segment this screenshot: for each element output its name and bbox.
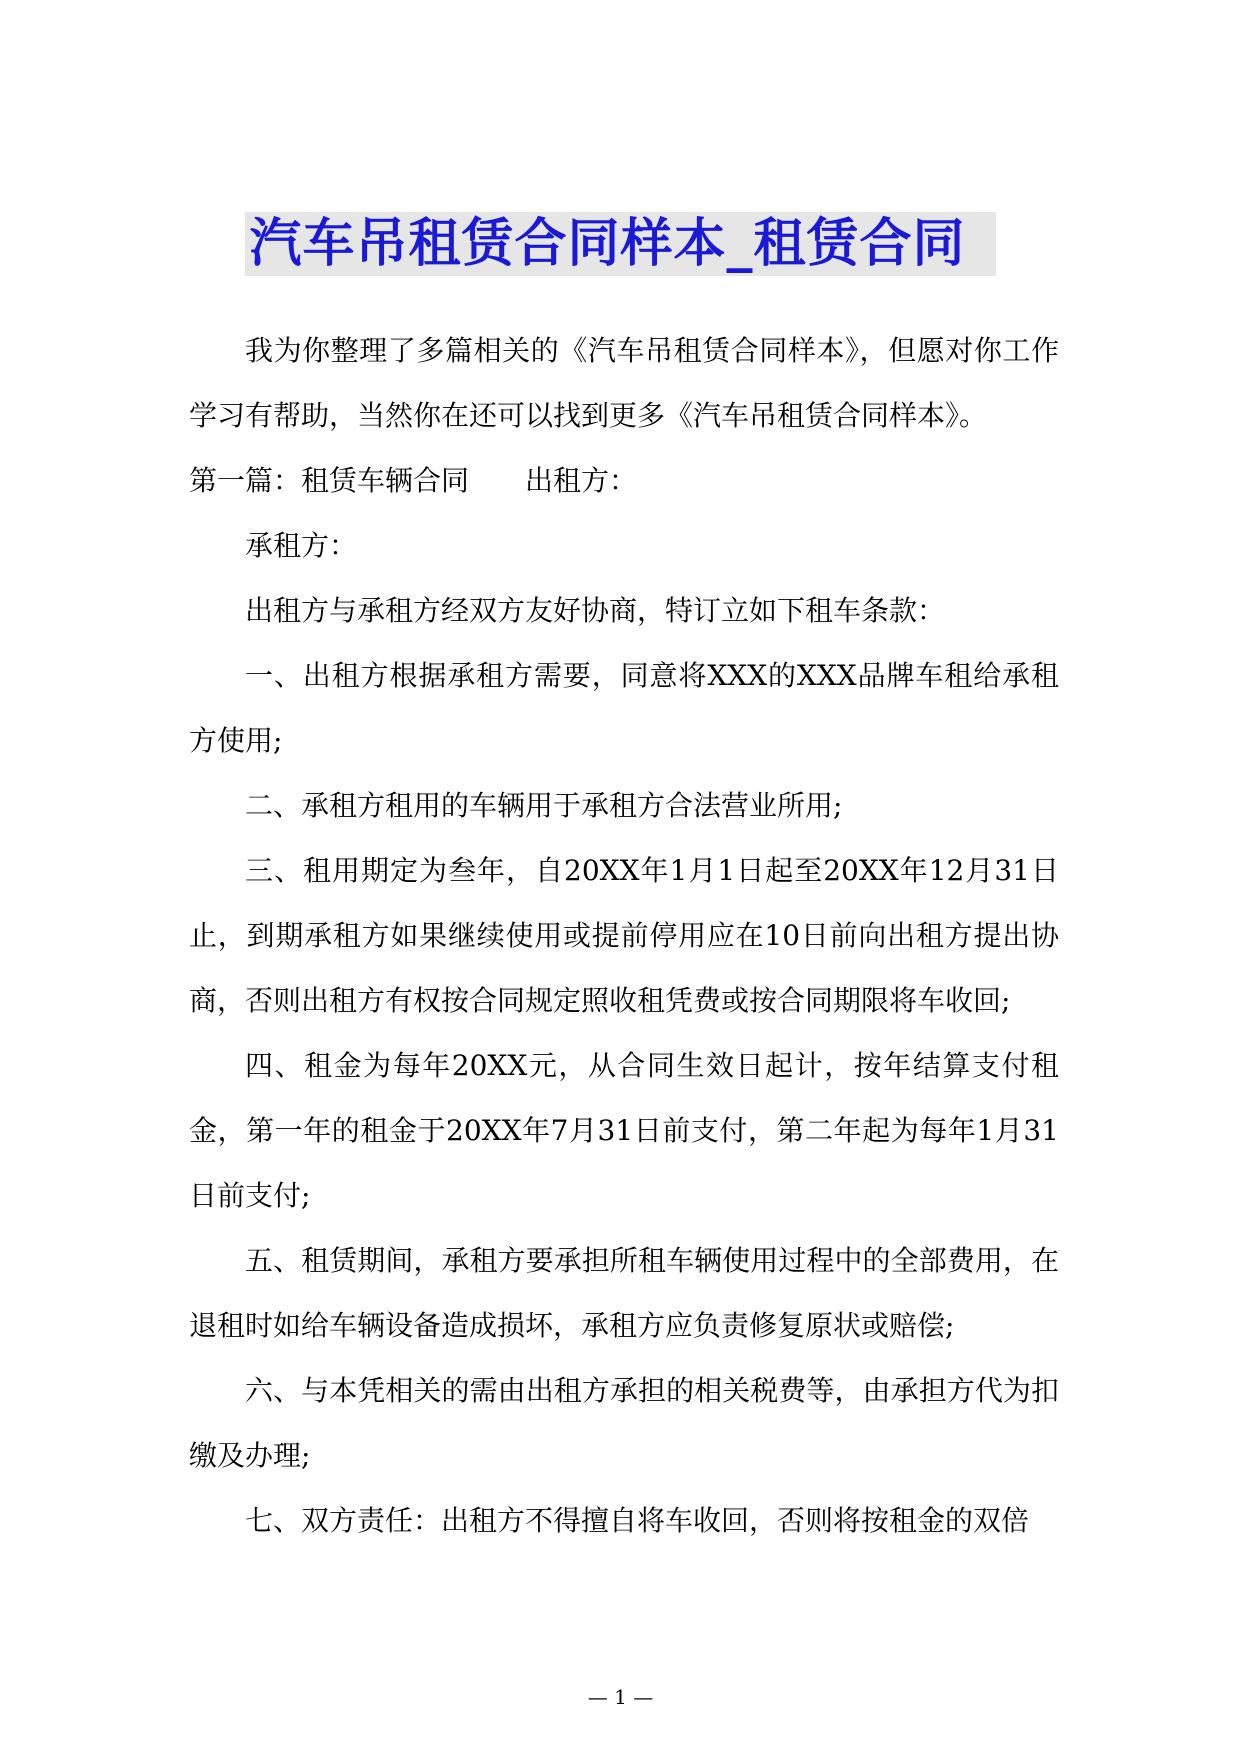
paragraph-agreement: 出租方与承租方经双方友好协商，特订立如下租车条款：: [245, 594, 946, 627]
paragraph-section-heading: [189, 448, 1059, 513]
page-number: — 1 —: [587, 1685, 654, 1709]
clause-4: 四、租金为每年20XX元，从合同生效日起计，按年结算支付租金，第一年的租金于20XX年7月31日前支付，第二年起为每年1月31日前支付;: [189, 1049, 1059, 1212]
clause-7: 七、双方责任：出租方不得擅自将车收回，否则将按租金的双倍: [245, 1504, 1030, 1537]
clause-3: 三、租用期定为叁年，自20XX年1月1日起至20XX年12月31日止，到期承租方如果继续使用或提前停用应在10日前向出租方提出协商，否则出租方有权按合同规定照收租凭费或按合同期限将车收回;: [189, 854, 1059, 1017]
title-container: [0, 212, 1241, 276]
document-body: [189, 318, 1059, 1553]
document-title: 汽车吊租赁合同样本_租赁合同: [245, 212, 995, 276]
clause-5: 五、租赁期间，承租方要承担所租车辆使用过程中的全部费用，在退租时如给车辆设备造成损坏，承租方应负责修复原状或赔偿;: [189, 1244, 1059, 1342]
clause-1: 一、出租方根据承租方需要，同意将XXX的XXX品牌车租给承租方使用;: [189, 659, 1059, 757]
clause-6: 六、与本凭相关的需由出租方承担的相关税费等，由承担方代为扣缴及办理;: [189, 1374, 1059, 1472]
section-title: 第一篇：租赁车辆合同: [189, 464, 470, 497]
paragraph-lessee: 承租方：: [245, 529, 358, 562]
lessor-label: 出租方：: [525, 464, 638, 497]
paragraph-intro: 我为你整理了多篇相关的《汽车吊租赁合同样本》，但愿对你工作学习有帮助，当然你在还可以找到更多《汽车吊租赁合同样本》。: [189, 334, 1059, 432]
clause-2: 二、承租方租用的车辆用于承租方合法营业所用;: [245, 789, 843, 822]
